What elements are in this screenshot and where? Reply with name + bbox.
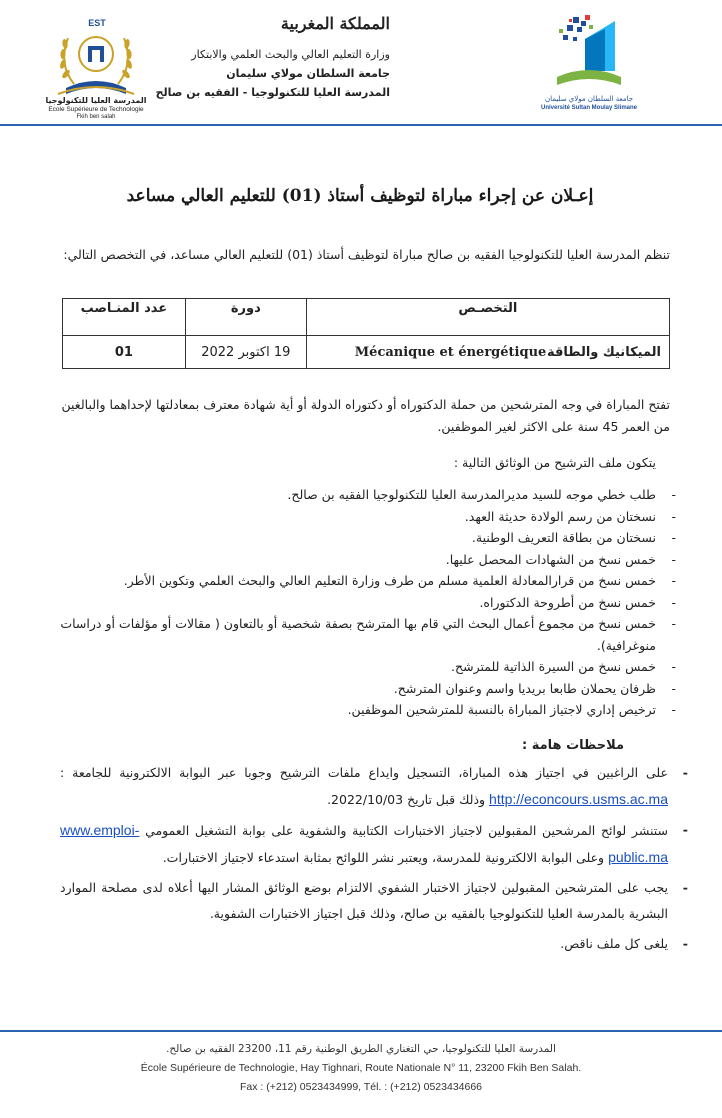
notes-title: ملاحظات هامة :	[522, 738, 624, 753]
speciality-french: Mécanique et énergétique	[354, 344, 547, 360]
school-name: المدرسة العليا للتكنولوجيا - الفقيه بن صالح	[155, 86, 390, 99]
list-item: - خمس نسخ من أطروحة الدكتوراه.	[60, 592, 670, 614]
est-logo-acronym: EST	[88, 18, 106, 28]
note-lists-tail: وعلى البوابة الالكترونية للمدرسة، ويعتبر نشر اللوائح بمثابة استدعاء لاجتياز الاختبارات.	[162, 850, 605, 865]
eligibility-paragraph: تفتح المباراة في وجه المترشحين من حملة الدكتوراه أو دكتوراه الدولة أو أية شهادة معترف بمعادلتها لإحداهما والبالغين من العمر 45 سنة على الاكثر لغير الموظفين.	[61, 397, 670, 434]
kingdom-title: المملكة المغربية	[280, 14, 390, 33]
registration-link[interactable]: http://econcours.usms.ac.ma	[489, 791, 668, 807]
list-item: - نسختان من رسم الولادة حديثة العهد.	[60, 506, 670, 528]
est-logo-french: Ecole Supérieure de Technologie	[48, 106, 144, 113]
emploi-link-part-b: public.ma	[608, 849, 668, 865]
list-item: - نسختان من بطاقة التعريف الوطنية.	[60, 527, 670, 549]
list-item: - طلب خطي موجه للسيد مديرالمدرسة العليا للتكنولوجيا الفقيه بن صالح.	[60, 484, 670, 506]
header-speciality: التخصـص	[306, 299, 669, 336]
footer-contact: Fax : (+212) 0523434999, Tél. : (+212) 0523434666	[239, 1081, 483, 1093]
list-item	[60, 817, 684, 871]
table-header-row	[63, 299, 670, 336]
footer-address-arabic: المدرسة العليا للتكنولوجيا، حي التغناري الطريق الوطنية رقم 11، 23200 الفقيه بن صالح.	[166, 1043, 556, 1055]
positions-table	[62, 298, 670, 369]
usms-logo-arabic: جامعة السلطان مولاي سليمان	[544, 95, 634, 103]
list-item: - ترخيص إداري لاجتياز المباراة بالنسبة للمترشحين الموظفين.	[60, 699, 670, 721]
note-registration: على الراغبين في اجتياز هذه المباراة، التسجيل وايداع ملفات الترشيح وجوبا عبر البوابة الالكترونية للجامعة :	[60, 765, 668, 780]
letterhead	[0, 0, 722, 126]
speciality-cell	[306, 336, 669, 369]
list-item: - خمس نسخ من الشهادات المحصل عليها.	[60, 549, 670, 571]
dossier-intro: يتكون ملف الترشيح من الوثائق التالية :	[453, 455, 656, 470]
note-lists: ستنشر لوائح المرشحين المقبولين لاجتياز الاختبارات الكتابية والشفوية على بوابة التشغيل العمومي	[145, 823, 668, 838]
emploi-link-part-a: www.emploi-	[60, 822, 140, 838]
list-item: - خمس نسخ من قرارالمعادلة العلمية مسلم من طرف وزارة التعليم العالي والبحث العلمي وتكوين الأطر.	[60, 570, 670, 592]
est-logo-arabic: المدرسة العليا للتكنولوجيا	[45, 96, 147, 105]
announcement-title: إعـلان عن إجراء مباراة لتوظيف أستاذ (01) للتعليم العالي مساعد	[126, 186, 594, 206]
speciality-arabic: الميكانيك والطاقة	[547, 344, 661, 360]
university-name: جامعة السلطان مولاي سليمان	[226, 67, 390, 80]
list-item: - يلغى كل ملف ناقص.	[60, 931, 684, 957]
header-session: دورة	[185, 299, 306, 336]
list-item: - ظرفان يحملان طابعا بريديا واسم وعنوان المترشح.	[60, 678, 670, 700]
header-divider	[0, 124, 722, 126]
documents-list	[60, 484, 670, 721]
usms-logo-french: Université Sultan Moulay Slimane	[540, 105, 638, 111]
list-item: - خمس نسخ من مجموع أعمال البحث التي قام بها المترشح بصفة شخصية أو بالتعاون ( مقالات أو مؤلفات أو دراسات منوغرافية).	[60, 613, 670, 656]
note-deadline: وذلك قبل تاريخ 2022/10/03.	[327, 792, 486, 807]
list-item: - يجب على المترشحين المقبولين لاجتياز الاختبار الشفوي الالتزام بوضع الوثائق المشار اليها أعلاه لدى مصلحة الموارد البشرية بالمدرسة العليا للتكنولوجيا بالفقيه بن صالح، وذلك قبل اجتياز الاختبارات الشفوية.	[60, 875, 684, 927]
usms-logo	[540, 15, 638, 115]
footer-address-french: École Supérieure de Technologie, Hay Tighnari, Route Nationale N° 11, 23200 Fkih Ben Salah.	[140, 1062, 582, 1074]
list-item: - خمس نسخ من السيرة الذاتية للمترشح.	[60, 656, 670, 678]
table-row	[63, 336, 670, 369]
notes-list	[60, 760, 684, 961]
footer	[0, 1040, 722, 1097]
list-item	[60, 760, 684, 813]
header-count: عدد المنـاصب	[63, 299, 186, 336]
header-text	[155, 14, 390, 102]
est-logo-city: Fkih ben salah	[76, 114, 116, 120]
footer-divider	[0, 1030, 722, 1032]
intro-paragraph: تنظم المدرسة العليا للتكنولوجيا الفقيه بن صالح مباراة لتوظيف أستاذ (01) للتعليم العالي مساعد، في التخصص التالي:	[63, 247, 670, 262]
est-logo	[44, 14, 148, 124]
ministry-name: وزارة التعليم العالي والبحث العلمي والابتكار	[191, 48, 390, 61]
session-date: 19 اكتوبر 2022	[185, 336, 306, 369]
positions-count: 01	[63, 336, 186, 369]
